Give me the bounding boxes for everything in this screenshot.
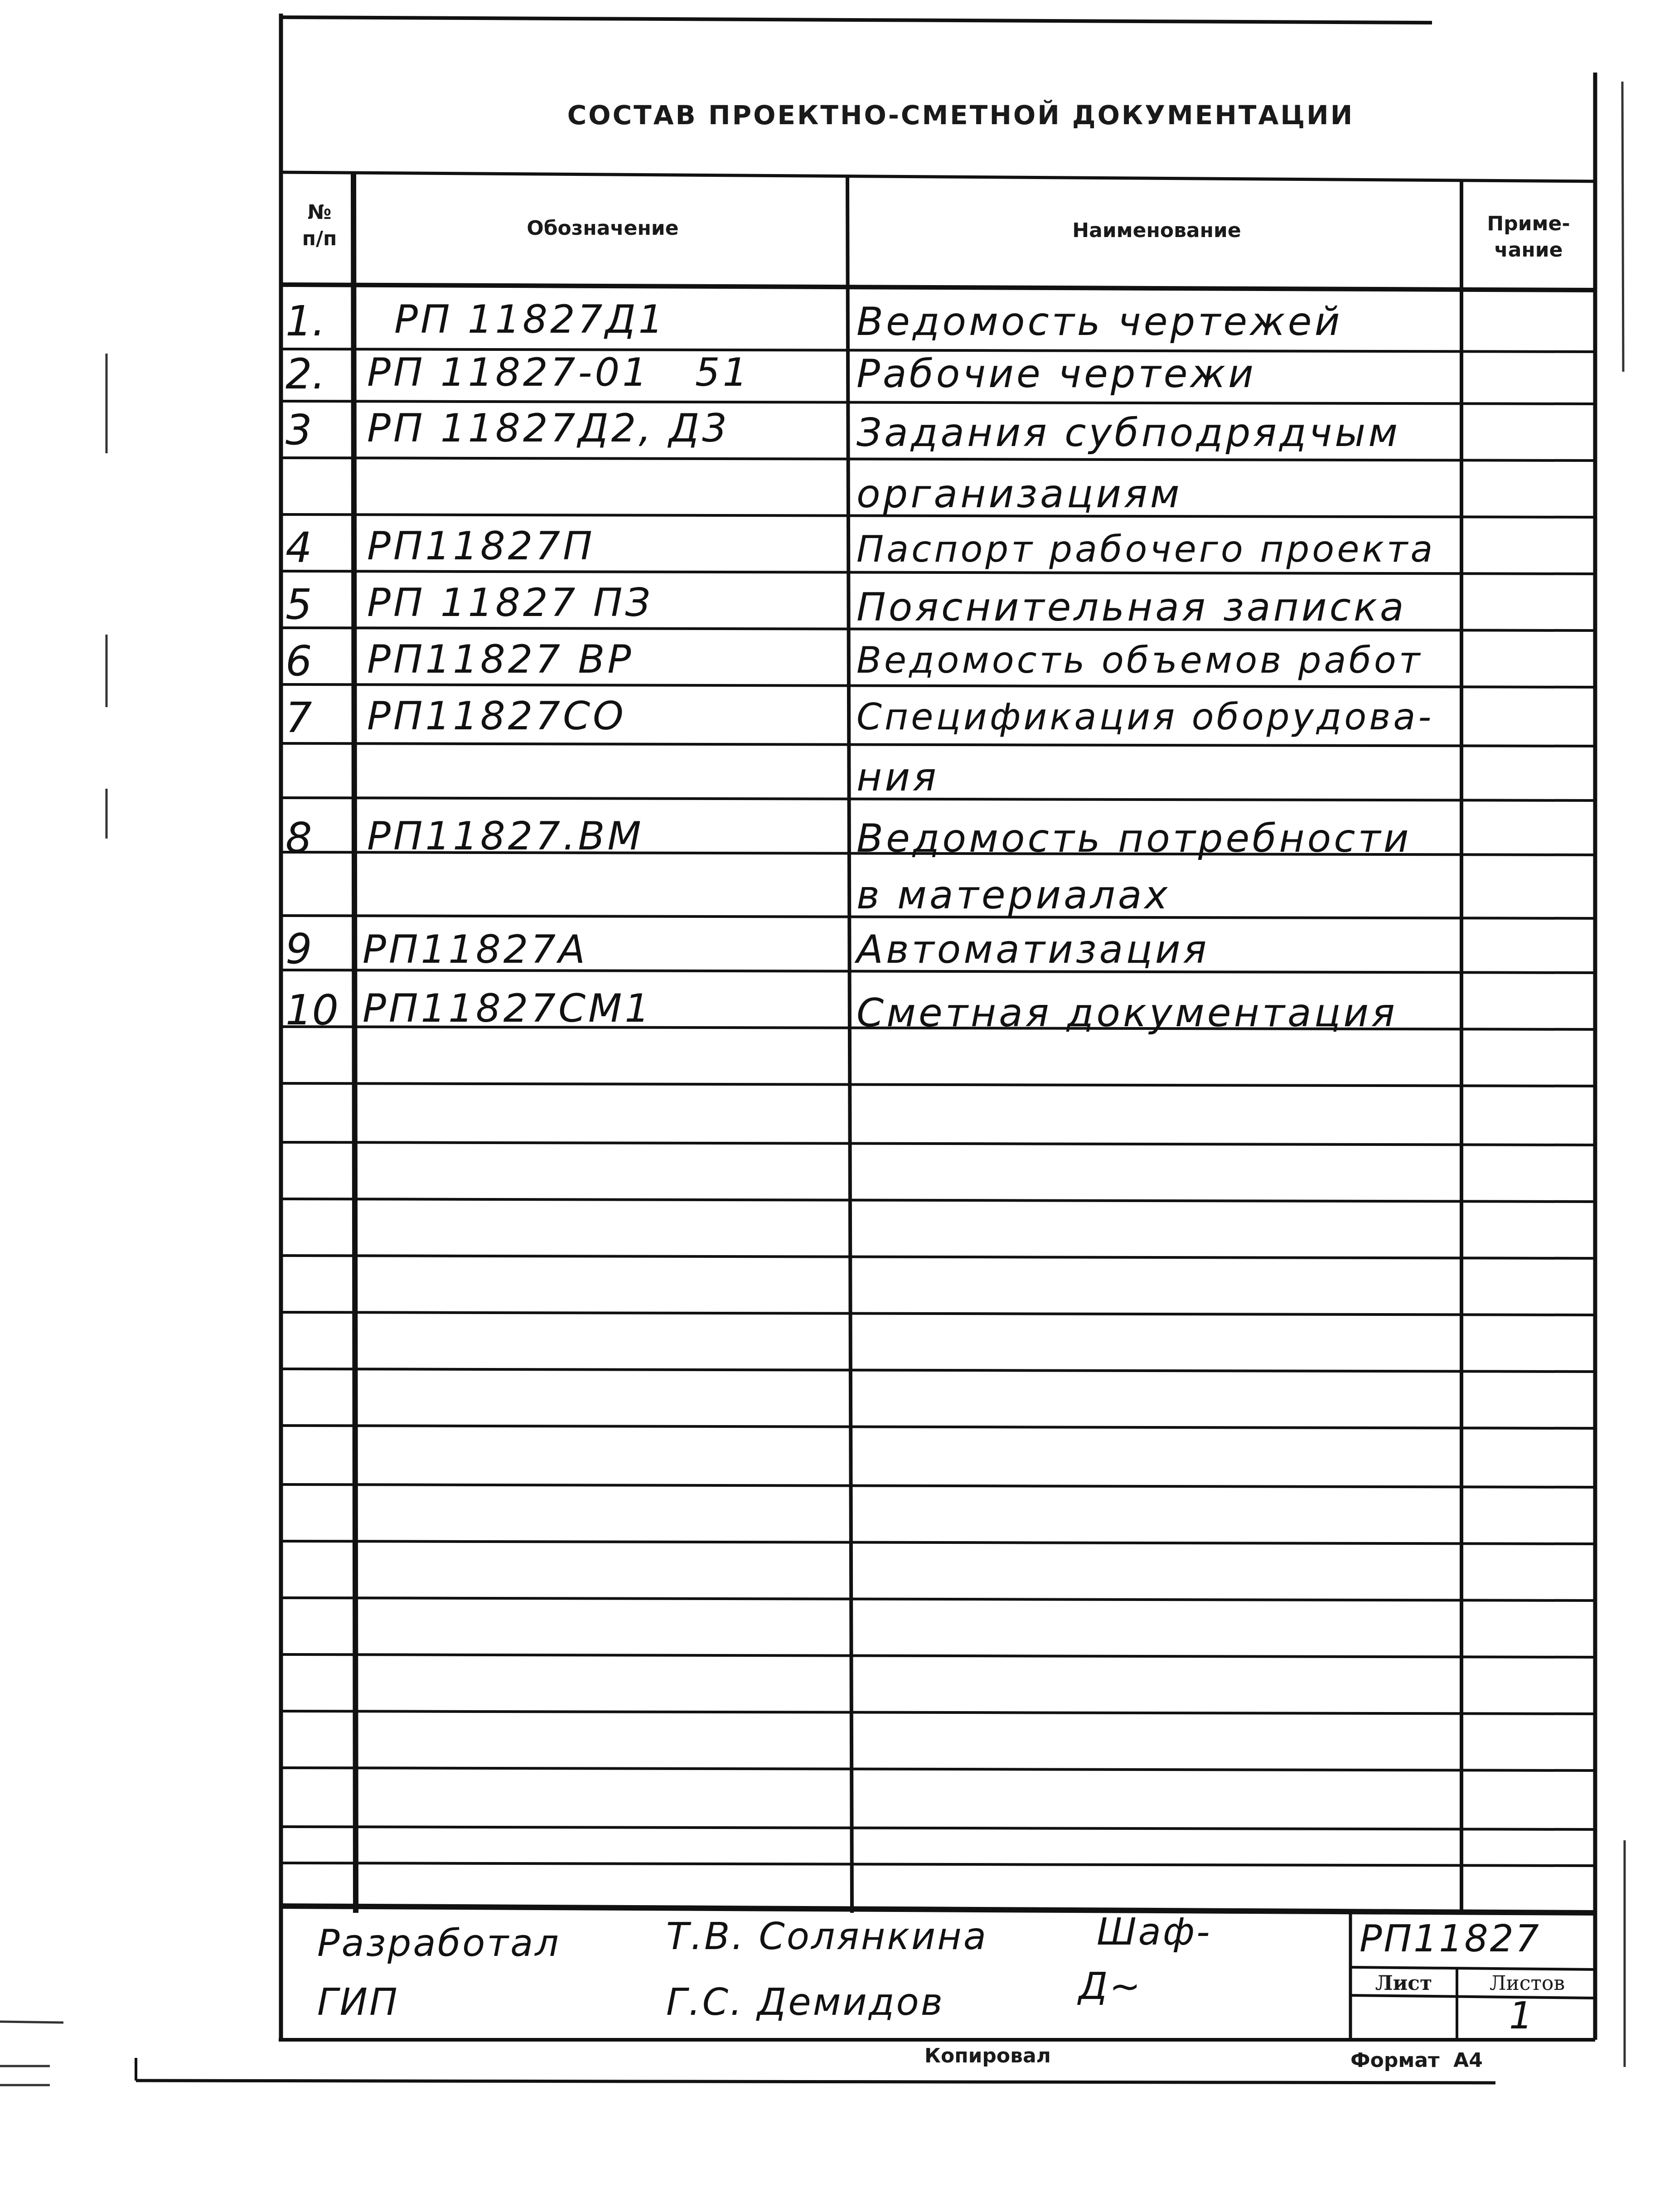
row-8-designation: РП11827.ВМ (367, 814, 644, 859)
table-rule (281, 1484, 1595, 1487)
row-5-num: 5 (285, 580, 312, 629)
row-5-name: Пояснительная записка (856, 585, 1407, 630)
row-7-designation: РП11827СО (367, 694, 626, 739)
row-8-name-line1: Ведомость потребности (856, 816, 1412, 861)
table-rule (281, 1541, 1595, 1544)
head-signature: Д~ (1079, 1965, 1142, 2008)
table-rule (281, 1654, 1595, 1657)
table-rule (281, 684, 1595, 687)
row-3-name-line1: Задания субподрядчым (856, 410, 1401, 456)
row-9-name: Автоматизация (856, 927, 1210, 972)
document-title: СОСТАВ ПРОЕКТНО-СМЕТНОЙ ДОКУМЕНТАЦИИ (567, 100, 1355, 131)
sheet-label: Лист (1375, 1972, 1432, 1995)
table-rule (281, 401, 1595, 404)
sheets-label: Листов (1489, 1972, 1565, 1995)
table-rule (281, 1369, 1595, 1372)
header-num-line2: п/п (302, 227, 337, 250)
row-4-num: 4 (285, 524, 312, 572)
table-rule (281, 1426, 1595, 1428)
sheets-value: 1 (1509, 1994, 1535, 2037)
row-1-num: 1. (285, 297, 325, 345)
row-6-name: Ведомость объемов работ (856, 639, 1423, 681)
table-rule (281, 1256, 1595, 1258)
row-4-designation: РП11827П (367, 524, 595, 569)
header-note-line1: Приме- (1487, 212, 1570, 235)
row-3-num: 3 (285, 406, 312, 454)
table-rule (281, 1142, 1595, 1145)
table-rule (281, 1083, 1595, 1086)
developed-signature: Шаф- (1097, 1911, 1212, 1954)
table-rule (281, 1827, 1595, 1829)
row-10-name: Сметная документация (856, 990, 1398, 1036)
header-num (285, 199, 353, 252)
document-code: РП11827 (1360, 1917, 1541, 1960)
row-9-designation: РП11827А (363, 927, 588, 972)
row-1-designation: РП 11827Д1 (394, 297, 666, 342)
table-rule (281, 1199, 1595, 1202)
row-8-num: 8 (285, 814, 312, 862)
row-10-num: 10 (285, 986, 339, 1034)
row-1-name: Ведомость чертежей (856, 299, 1343, 344)
header-note (1463, 211, 1594, 263)
head-label: ГИП (317, 1981, 399, 2024)
table-rule (281, 458, 1595, 461)
row-5-designation: РП 11827 ПЗ (367, 580, 653, 626)
header-name: Наименование (1072, 219, 1241, 242)
header-note-line2: чание (1494, 238, 1563, 262)
row-7-name-line2: ния (856, 755, 939, 800)
row-3-designation: РП 11827Д2, Д3 (367, 406, 730, 451)
table-rule (281, 1863, 1595, 1866)
table-rule (281, 571, 1595, 574)
table-rule (281, 1312, 1595, 1315)
row-7-num: 7 (285, 694, 312, 742)
row-7-name-line1: Спецификация оборудова- (856, 696, 1434, 738)
head-by: Г.С. Демидов (666, 1981, 944, 2024)
table-rule (281, 1711, 1595, 1714)
table-rule (281, 743, 1595, 746)
row-10-designation: РП11827СМ1 (363, 986, 653, 1031)
table-rule (281, 1768, 1595, 1771)
row-4-name: Паспорт рабочего проекта (856, 528, 1436, 570)
row-3-name-line2: организациям (856, 471, 1182, 517)
row-2-designation: РП 11827-01 51 (367, 350, 750, 395)
row-8-name-line2: в материалах (856, 873, 1171, 918)
row-6-num: 6 (285, 637, 312, 685)
header-designation: Обозначение (527, 217, 679, 240)
developed-label: Разработал (317, 1922, 561, 1965)
row-9-num: 9 (285, 925, 312, 973)
format-label: Формат А4 (1350, 2049, 1483, 2072)
developed-by: Т.В. Солянкина (666, 1915, 988, 1958)
row-2-num: 2. (285, 350, 325, 398)
row-6-designation: РП11827 ВР (367, 637, 634, 682)
copied-label: Копировал (924, 2044, 1051, 2067)
table-rule (281, 1598, 1595, 1601)
row-2-name: Рабочие чертежи (856, 351, 1256, 397)
header-num-line1: № (307, 201, 332, 224)
